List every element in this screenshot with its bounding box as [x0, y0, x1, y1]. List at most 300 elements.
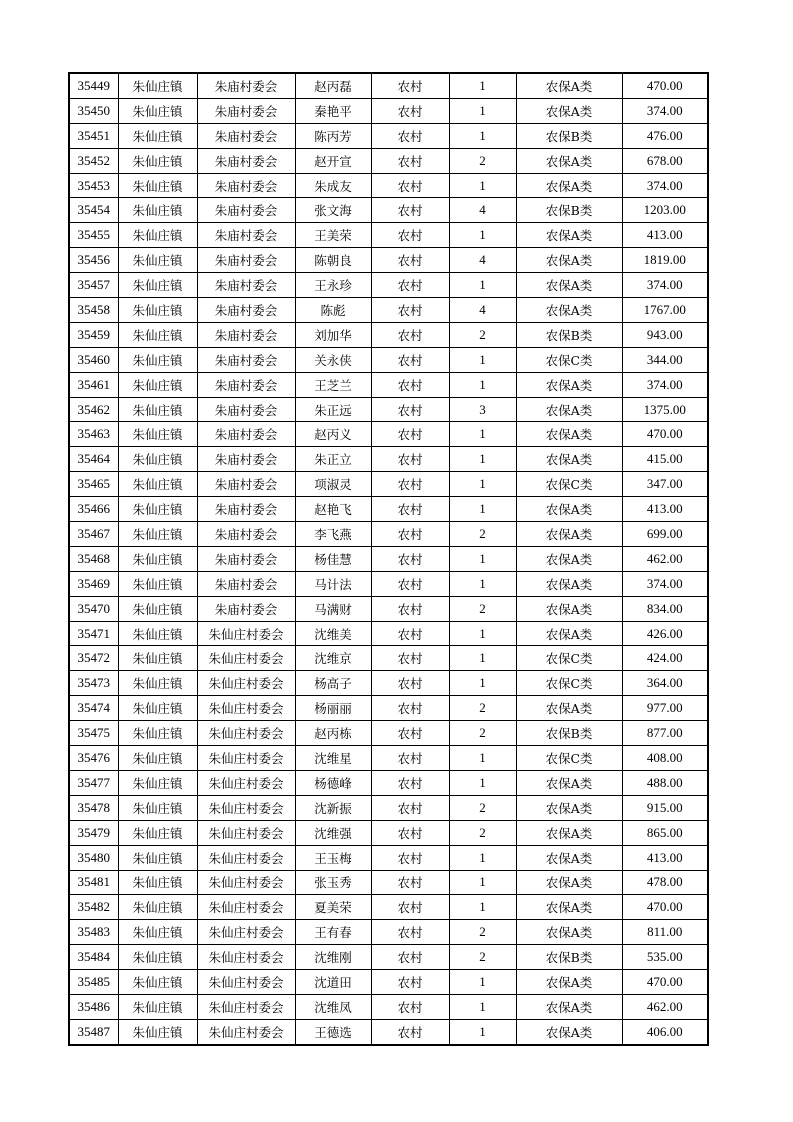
household-size-cell: 1 [449, 671, 516, 696]
record-id-cell: 35465 [69, 472, 118, 497]
household-size-cell: 1 [449, 497, 516, 522]
area-type-cell: 农村 [371, 123, 449, 148]
record-id-cell: 35470 [69, 596, 118, 621]
village-committee-cell: 朱庙村委会 [197, 522, 295, 547]
amount-cell: 374.00 [622, 98, 708, 123]
village-committee-cell: 朱仙庄村委会 [197, 895, 295, 920]
table-row [69, 447, 708, 472]
record-id-cell: 35481 [69, 870, 118, 895]
name-cell: 杨佳慧 [295, 546, 371, 571]
table-row [69, 596, 708, 621]
household-size-cell: 3 [449, 397, 516, 422]
category-cell: 农保A类 [516, 298, 622, 323]
category-cell: 农保C类 [516, 671, 622, 696]
village-committee-cell: 朱仙庄村委会 [197, 671, 295, 696]
table-row [69, 98, 708, 123]
table-row [69, 347, 708, 372]
household-size-cell: 1 [449, 123, 516, 148]
town-cell: 朱仙庄镇 [118, 447, 197, 472]
name-cell: 沈维京 [295, 646, 371, 671]
area-type-cell: 农村 [371, 472, 449, 497]
record-id-cell: 35459 [69, 322, 118, 347]
amount-cell: 1203.00 [622, 198, 708, 223]
area-type-cell: 农村 [371, 223, 449, 248]
village-committee-cell: 朱庙村委会 [197, 298, 295, 323]
table-row [69, 845, 708, 870]
household-size-cell: 1 [449, 546, 516, 571]
name-cell: 项淑灵 [295, 472, 371, 497]
town-cell: 朱仙庄镇 [118, 820, 197, 845]
amount-cell: 426.00 [622, 621, 708, 646]
area-type-cell: 农村 [371, 372, 449, 397]
town-cell: 朱仙庄镇 [118, 123, 197, 148]
record-id-cell: 35453 [69, 173, 118, 198]
name-cell: 陈彪 [295, 298, 371, 323]
name-cell: 沈维美 [295, 621, 371, 646]
name-cell: 杨丽丽 [295, 696, 371, 721]
area-type-cell: 农村 [371, 522, 449, 547]
area-type-cell: 农村 [371, 571, 449, 596]
name-cell: 关永侠 [295, 347, 371, 372]
name-cell: 杨高子 [295, 671, 371, 696]
amount-cell: 811.00 [622, 920, 708, 945]
record-id-cell: 35454 [69, 198, 118, 223]
table-row [69, 870, 708, 895]
village-committee-cell: 朱庙村委会 [197, 123, 295, 148]
record-id-cell: 35487 [69, 1019, 118, 1044]
table-row [69, 273, 708, 298]
record-id-cell: 35456 [69, 248, 118, 273]
record-id-cell: 35449 [69, 73, 118, 98]
area-type-cell: 农村 [371, 596, 449, 621]
category-cell: 农保A类 [516, 970, 622, 995]
amount-cell: 424.00 [622, 646, 708, 671]
area-type-cell: 农村 [371, 273, 449, 298]
table-row [69, 472, 708, 497]
name-cell: 朱正远 [295, 397, 371, 422]
area-type-cell: 农村 [371, 845, 449, 870]
name-cell: 赵丙栋 [295, 721, 371, 746]
town-cell: 朱仙庄镇 [118, 571, 197, 596]
category-cell: 农保A类 [516, 1019, 622, 1044]
village-committee-cell: 朱庙村委会 [197, 372, 295, 397]
village-committee-cell: 朱庙村委会 [197, 98, 295, 123]
town-cell: 朱仙庄镇 [118, 472, 197, 497]
area-type-cell: 农村 [371, 497, 449, 522]
category-cell: 农保A类 [516, 571, 622, 596]
town-cell: 朱仙庄镇 [118, 621, 197, 646]
record-id-cell: 35460 [69, 347, 118, 372]
household-size-cell: 1 [449, 73, 516, 98]
name-cell: 赵艳飞 [295, 497, 371, 522]
village-committee-cell: 朱仙庄村委会 [197, 820, 295, 845]
amount-cell: 413.00 [622, 497, 708, 522]
amount-cell: 915.00 [622, 795, 708, 820]
category-cell: 农保B类 [516, 721, 622, 746]
category-cell: 农保C类 [516, 472, 622, 497]
category-cell: 农保A类 [516, 447, 622, 472]
town-cell: 朱仙庄镇 [118, 248, 197, 273]
village-committee-cell: 朱庙村委会 [197, 422, 295, 447]
amount-cell: 406.00 [622, 1019, 708, 1044]
name-cell: 陈丙芳 [295, 123, 371, 148]
record-id-cell: 35475 [69, 721, 118, 746]
household-size-cell: 2 [449, 795, 516, 820]
town-cell: 朱仙庄镇 [118, 770, 197, 795]
name-cell: 沈维强 [295, 820, 371, 845]
area-type-cell: 农村 [371, 696, 449, 721]
category-cell: 农保A类 [516, 98, 622, 123]
name-cell: 陈朝良 [295, 248, 371, 273]
area-type-cell: 农村 [371, 173, 449, 198]
name-cell: 沈维星 [295, 746, 371, 771]
household-size-cell: 4 [449, 248, 516, 273]
record-id-cell: 35480 [69, 845, 118, 870]
roster-body [69, 73, 708, 1045]
area-type-cell: 农村 [371, 1019, 449, 1044]
village-committee-cell: 朱庙村委会 [197, 273, 295, 298]
town-cell: 朱仙庄镇 [118, 497, 197, 522]
household-size-cell: 1 [449, 895, 516, 920]
category-cell: 农保A类 [516, 422, 622, 447]
household-size-cell: 1 [449, 472, 516, 497]
table-row [69, 945, 708, 970]
village-committee-cell: 朱仙庄村委会 [197, 994, 295, 1019]
household-size-cell: 1 [449, 845, 516, 870]
town-cell: 朱仙庄镇 [118, 372, 197, 397]
area-type-cell: 农村 [371, 820, 449, 845]
household-size-cell: 1 [449, 372, 516, 397]
table-row [69, 397, 708, 422]
record-id-cell: 35467 [69, 522, 118, 547]
town-cell: 朱仙庄镇 [118, 994, 197, 1019]
area-type-cell: 农村 [371, 198, 449, 223]
record-id-cell: 35466 [69, 497, 118, 522]
town-cell: 朱仙庄镇 [118, 945, 197, 970]
amount-cell: 478.00 [622, 870, 708, 895]
town-cell: 朱仙庄镇 [118, 696, 197, 721]
village-committee-cell: 朱仙庄村委会 [197, 920, 295, 945]
amount-cell: 1375.00 [622, 397, 708, 422]
town-cell: 朱仙庄镇 [118, 322, 197, 347]
table-row [69, 895, 708, 920]
name-cell: 王有春 [295, 920, 371, 945]
amount-cell: 415.00 [622, 447, 708, 472]
category-cell: 农保A类 [516, 73, 622, 98]
record-id-cell: 35477 [69, 770, 118, 795]
amount-cell: 699.00 [622, 522, 708, 547]
village-committee-cell: 朱庙村委会 [197, 223, 295, 248]
category-cell: 农保A类 [516, 522, 622, 547]
town-cell: 朱仙庄镇 [118, 148, 197, 173]
category-cell: 农保A类 [516, 148, 622, 173]
category-cell: 农保A类 [516, 372, 622, 397]
town-cell: 朱仙庄镇 [118, 671, 197, 696]
name-cell: 朱成友 [295, 173, 371, 198]
category-cell: 农保A类 [516, 920, 622, 945]
amount-cell: 462.00 [622, 546, 708, 571]
household-size-cell: 1 [449, 1019, 516, 1044]
town-cell: 朱仙庄镇 [118, 746, 197, 771]
household-size-cell: 1 [449, 98, 516, 123]
name-cell: 刘加华 [295, 322, 371, 347]
town-cell: 朱仙庄镇 [118, 223, 197, 248]
table-row [69, 671, 708, 696]
household-size-cell: 2 [449, 721, 516, 746]
village-committee-cell: 朱庙村委会 [197, 447, 295, 472]
town-cell: 朱仙庄镇 [118, 298, 197, 323]
name-cell: 沈新振 [295, 795, 371, 820]
area-type-cell: 农村 [371, 746, 449, 771]
area-type-cell: 农村 [371, 671, 449, 696]
table-row [69, 970, 708, 995]
household-size-cell: 1 [449, 746, 516, 771]
area-type-cell: 农村 [371, 895, 449, 920]
village-committee-cell: 朱仙庄村委会 [197, 795, 295, 820]
town-cell: 朱仙庄镇 [118, 845, 197, 870]
amount-cell: 374.00 [622, 273, 708, 298]
name-cell: 杨德峰 [295, 770, 371, 795]
area-type-cell: 农村 [371, 73, 449, 98]
household-size-cell: 1 [449, 173, 516, 198]
village-committee-cell: 朱仙庄村委会 [197, 621, 295, 646]
category-cell: 农保B类 [516, 322, 622, 347]
household-size-cell: 2 [449, 522, 516, 547]
table-row [69, 571, 708, 596]
household-size-cell: 1 [449, 571, 516, 596]
record-id-cell: 35483 [69, 920, 118, 945]
area-type-cell: 农村 [371, 721, 449, 746]
amount-cell: 413.00 [622, 845, 708, 870]
table-row [69, 994, 708, 1019]
village-committee-cell: 朱仙庄村委会 [197, 945, 295, 970]
town-cell: 朱仙庄镇 [118, 397, 197, 422]
town-cell: 朱仙庄镇 [118, 73, 197, 98]
area-type-cell: 农村 [371, 621, 449, 646]
household-size-cell: 2 [449, 596, 516, 621]
table-row [69, 123, 708, 148]
village-committee-cell: 朱仙庄村委会 [197, 845, 295, 870]
area-type-cell: 农村 [371, 347, 449, 372]
amount-cell: 678.00 [622, 148, 708, 173]
village-committee-cell: 朱仙庄村委会 [197, 721, 295, 746]
amount-cell: 470.00 [622, 895, 708, 920]
amount-cell: 470.00 [622, 73, 708, 98]
table-row [69, 497, 708, 522]
household-size-cell: 1 [449, 447, 516, 472]
category-cell: 农保C类 [516, 347, 622, 372]
category-cell: 农保C类 [516, 746, 622, 771]
amount-cell: 834.00 [622, 596, 708, 621]
amount-cell: 462.00 [622, 994, 708, 1019]
amount-cell: 374.00 [622, 372, 708, 397]
area-type-cell: 农村 [371, 945, 449, 970]
area-type-cell: 农村 [371, 148, 449, 173]
record-id-cell: 35462 [69, 397, 118, 422]
category-cell: 农保A类 [516, 696, 622, 721]
name-cell: 马计法 [295, 571, 371, 596]
name-cell: 张玉秀 [295, 870, 371, 895]
amount-cell: 364.00 [622, 671, 708, 696]
category-cell: 农保C类 [516, 646, 622, 671]
area-type-cell: 农村 [371, 920, 449, 945]
record-id-cell: 35486 [69, 994, 118, 1019]
name-cell: 王芝兰 [295, 372, 371, 397]
category-cell: 农保A类 [516, 173, 622, 198]
record-id-cell: 35485 [69, 970, 118, 995]
record-id-cell: 35469 [69, 571, 118, 596]
category-cell: 农保B类 [516, 198, 622, 223]
village-committee-cell: 朱庙村委会 [197, 322, 295, 347]
town-cell: 朱仙庄镇 [118, 920, 197, 945]
village-committee-cell: 朱庙村委会 [197, 73, 295, 98]
name-cell: 王德选 [295, 1019, 371, 1044]
town-cell: 朱仙庄镇 [118, 895, 197, 920]
name-cell: 朱正立 [295, 447, 371, 472]
household-size-cell: 2 [449, 920, 516, 945]
household-size-cell: 1 [449, 347, 516, 372]
name-cell: 王美荣 [295, 223, 371, 248]
table-row [69, 920, 708, 945]
household-size-cell: 2 [449, 148, 516, 173]
category-cell: 农保A类 [516, 223, 622, 248]
village-committee-cell: 朱庙村委会 [197, 248, 295, 273]
name-cell: 赵开宣 [295, 148, 371, 173]
town-cell: 朱仙庄镇 [118, 970, 197, 995]
area-type-cell: 农村 [371, 795, 449, 820]
record-id-cell: 35451 [69, 123, 118, 148]
table-row [69, 148, 708, 173]
amount-cell: 865.00 [622, 820, 708, 845]
area-type-cell: 农村 [371, 98, 449, 123]
village-committee-cell: 朱仙庄村委会 [197, 1019, 295, 1044]
town-cell: 朱仙庄镇 [118, 273, 197, 298]
village-committee-cell: 朱仙庄村委会 [197, 770, 295, 795]
household-size-cell: 2 [449, 696, 516, 721]
village-committee-cell: 朱庙村委会 [197, 571, 295, 596]
table-row [69, 248, 708, 273]
table-row [69, 746, 708, 771]
category-cell: 农保A类 [516, 845, 622, 870]
area-type-cell: 农村 [371, 546, 449, 571]
town-cell: 朱仙庄镇 [118, 546, 197, 571]
village-committee-cell: 朱仙庄村委会 [197, 746, 295, 771]
area-type-cell: 农村 [371, 397, 449, 422]
household-size-cell: 2 [449, 820, 516, 845]
table-row [69, 298, 708, 323]
area-type-cell: 农村 [371, 322, 449, 347]
amount-cell: 413.00 [622, 223, 708, 248]
household-size-cell: 2 [449, 945, 516, 970]
name-cell: 王永珍 [295, 273, 371, 298]
household-size-cell: 2 [449, 322, 516, 347]
table-row [69, 223, 708, 248]
record-id-cell: 35472 [69, 646, 118, 671]
area-type-cell: 农村 [371, 870, 449, 895]
name-cell: 夏美荣 [295, 895, 371, 920]
category-cell: 农保A类 [516, 497, 622, 522]
category-cell: 农保A类 [516, 546, 622, 571]
amount-cell: 977.00 [622, 696, 708, 721]
table-row [69, 646, 708, 671]
category-cell: 农保A类 [516, 994, 622, 1019]
amount-cell: 488.00 [622, 770, 708, 795]
table-row [69, 721, 708, 746]
village-committee-cell: 朱仙庄村委会 [197, 646, 295, 671]
record-id-cell: 35484 [69, 945, 118, 970]
name-cell: 王玉梅 [295, 845, 371, 870]
category-cell: 农保A类 [516, 596, 622, 621]
category-cell: 农保A类 [516, 895, 622, 920]
name-cell: 赵丙磊 [295, 73, 371, 98]
amount-cell: 374.00 [622, 173, 708, 198]
town-cell: 朱仙庄镇 [118, 422, 197, 447]
record-id-cell: 35473 [69, 671, 118, 696]
record-id-cell: 35455 [69, 223, 118, 248]
area-type-cell: 农村 [371, 646, 449, 671]
amount-cell: 470.00 [622, 422, 708, 447]
name-cell: 沈道田 [295, 970, 371, 995]
category-cell: 农保A类 [516, 273, 622, 298]
amount-cell: 1767.00 [622, 298, 708, 323]
table-row [69, 522, 708, 547]
town-cell: 朱仙庄镇 [118, 173, 197, 198]
name-cell: 沈维凤 [295, 994, 371, 1019]
village-committee-cell: 朱庙村委会 [197, 472, 295, 497]
town-cell: 朱仙庄镇 [118, 721, 197, 746]
record-id-cell: 35457 [69, 273, 118, 298]
village-committee-cell: 朱庙村委会 [197, 546, 295, 571]
town-cell: 朱仙庄镇 [118, 795, 197, 820]
town-cell: 朱仙庄镇 [118, 596, 197, 621]
name-cell: 秦艳平 [295, 98, 371, 123]
category-cell: 农保A类 [516, 397, 622, 422]
category-cell: 农保B类 [516, 945, 622, 970]
household-size-cell: 1 [449, 646, 516, 671]
record-id-cell: 35468 [69, 546, 118, 571]
village-committee-cell: 朱庙村委会 [197, 497, 295, 522]
household-size-cell: 1 [449, 770, 516, 795]
village-committee-cell: 朱庙村委会 [197, 397, 295, 422]
record-id-cell: 35464 [69, 447, 118, 472]
category-cell: 农保A类 [516, 248, 622, 273]
town-cell: 朱仙庄镇 [118, 870, 197, 895]
record-id-cell: 35471 [69, 621, 118, 646]
table-row [69, 73, 708, 98]
area-type-cell: 农村 [371, 298, 449, 323]
name-cell: 赵丙义 [295, 422, 371, 447]
village-committee-cell: 朱庙村委会 [197, 596, 295, 621]
town-cell: 朱仙庄镇 [118, 1019, 197, 1044]
category-cell: 农保A类 [516, 621, 622, 646]
table-row [69, 198, 708, 223]
area-type-cell: 农村 [371, 447, 449, 472]
town-cell: 朱仙庄镇 [118, 198, 197, 223]
roster-table [68, 72, 709, 1046]
area-type-cell: 农村 [371, 970, 449, 995]
household-size-cell: 1 [449, 994, 516, 1019]
household-size-cell: 4 [449, 198, 516, 223]
record-id-cell: 35461 [69, 372, 118, 397]
table-row [69, 770, 708, 795]
area-type-cell: 农村 [371, 770, 449, 795]
record-id-cell: 35452 [69, 148, 118, 173]
table-row [69, 546, 708, 571]
category-cell: 农保A类 [516, 770, 622, 795]
record-id-cell: 35458 [69, 298, 118, 323]
name-cell: 李飞燕 [295, 522, 371, 547]
name-cell: 张文海 [295, 198, 371, 223]
